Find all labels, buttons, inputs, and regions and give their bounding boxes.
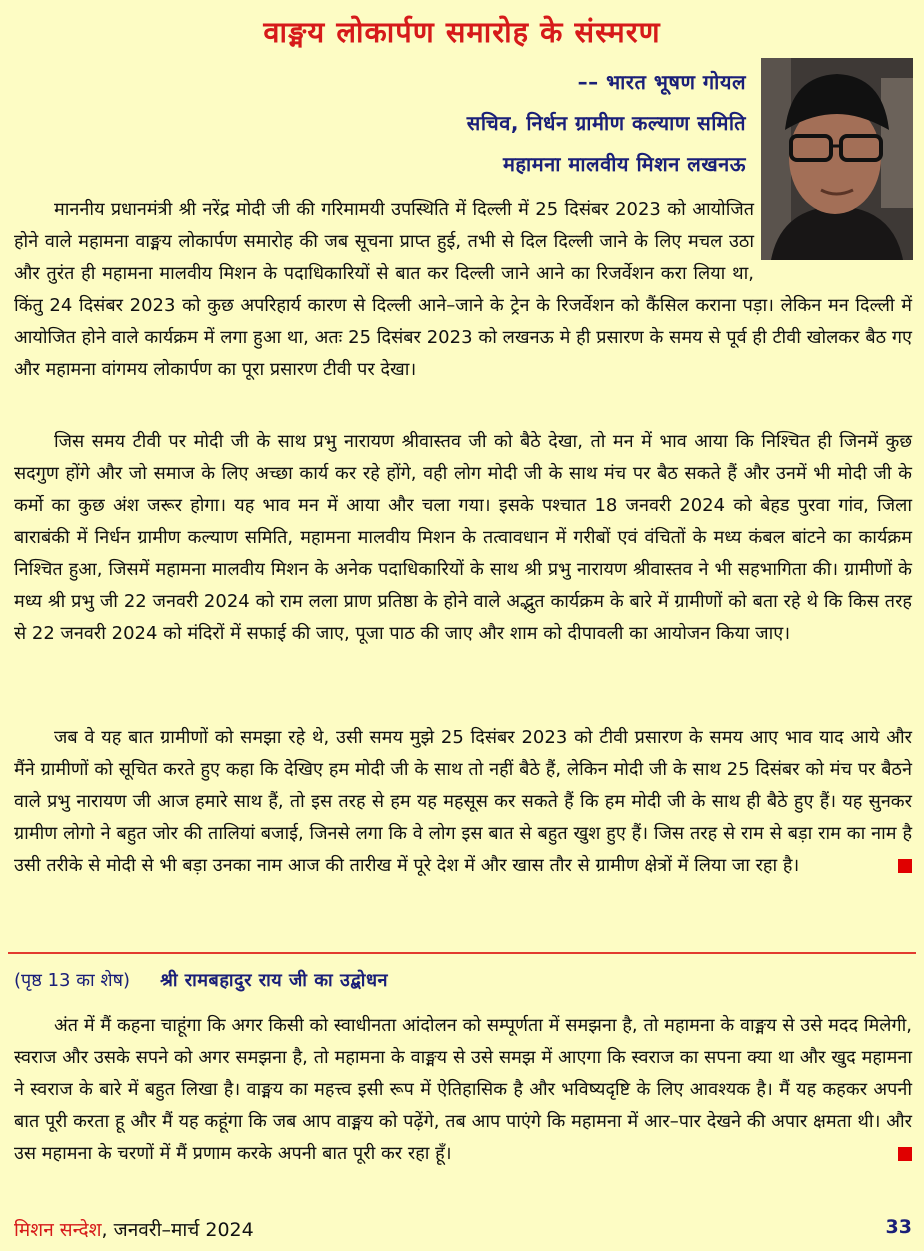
continuation-ref: (पृष्ठ 13 का शेष) bbox=[14, 970, 131, 991]
paragraph-speech-text: अंत में मैं कहना चाहूंगा कि अगर किसी को स्वाधीनता आंदोलन को सम्पूर्णता में समझना है, तो महामना के वाङ्मय से उसे मदद मिलेगी, स्वराज और उसके सपने को अगर समझना है, तो महामना के वाङ्मय से उसे समझ में आएगा कि स्वराज का सपना क्या था और खुद महामना ने स्वराज के बारे में बहुत लिखा है। वाङ्मय का महत्त्व इसी रूप में ऐतिहासिक है और भविष्यदृष्टि के लिए आवश्यक है। मैं यह कहकर अपनी बात पूरी करता हू और मैं यह कहूंगा कि जब आप वाङ्मय को पढ़ेंगे, तब आप पाएंगे कि महामना में आर–पार देखने की अपार क्षमता थी। और उस महामना के चरणों में मैं प्रणाम करके अपनी बात पूरी कर रहा हूँ। bbox=[14, 1015, 912, 1164]
paragraph-2-text: जिस समय टीवी पर मोदी जी के साथ प्रभु नारायण श्रीवास्तव जी को बैठे देखा, तो मन में भाव आया कि निश्चित ही जिनमें कुछ सदगुण होंगे और जो समाज के लिए अच्छा कार्य कर रहे होंगे, वही लोग मोदी जी के साथ मंच पर बैठ सकते हैं और उनमें भी मोदी जी के कर्मो का कुछ अंश जरूर होगा। यह भाव मन में आया और चला गया। इसके पश्चात 18 जनवरी 2024 को बेहड पुरवा गांव, जिला बाराबंकी में निर्धन ग्रामीण कल्याण समिति, महामना मालवीय मिशन के तत्वावधान में गरीबों एवं वंचितों के मध्य कंबल बांटने का कार्यक्रम निश्चित हुआ, जिसमें महामना मालवीय मिशन के अनेक पदाधिकारियों के साथ श्री प्रभु नारायण श्रीवास्तव ने भी सहभागिता की। ग्रामीणों के मध्य श्री प्रभु जी 22 जनवरी 2024 को राम लला प्राण प्रतिष्ठा के होने वाले अद्भुत कार्यक्रम के बारे में ग्रामीणों को बता रहे थे कि किस तरह से 22 जनवरी 2024 को मंदिरों में सफाई की जाए, पूजा पाठ की जाए और शाम को दीपावली का आयोजन किया जाए। bbox=[14, 431, 912, 644]
magazine-name: मिशन सन्देश bbox=[14, 1219, 102, 1241]
end-mark-icon bbox=[898, 859, 912, 873]
author-org: महामना मालवीय मिशन लखनऊ bbox=[502, 152, 746, 176]
paragraph-1 bbox=[14, 194, 912, 386]
footer-issue bbox=[14, 1216, 254, 1242]
end-mark-icon bbox=[898, 1147, 912, 1161]
paragraph-3 bbox=[14, 722, 912, 882]
paragraph-3-text: जब वे यह बात ग्रामीणों को समझा रहे थे, उसी समय मुझे 25 दिसंबर 2023 को टीवी प्रसारण के समय आए भाव याद आये और मैंने ग्रामीणों को सूचित करते हुए कहा कि देखिए हम मोदी जी के साथ तो नहीं बैठे हैं, लेकिन मोदी जी के साथ 25 दिसंबर को मंच पर बैठने वाले प्रभु नारायण जी आज हमारे साथ हैं, तो इस तरह से हम यह महसूस कर सकते हैं कि हम मोदी जी के साथ ही बैठे हुए हैं। यह सुनकर ग्रामीण लोगो ने बहुत जोर की तालियां बजाई, जिनसे लगा कि वे लोग इस बात से बहुत खुश हुए हैं। जिस तरह से राम से बड़ा राम का नाम है उसी तरीके से मोदी से भी बड़ा उनका नाम आज की तारीख में पूरे देश में और खास तौर से ग्रामीण क्षेत्रों में लिया जा रहा है। bbox=[14, 727, 912, 876]
author-post: सचिव, निर्धन ग्रामीण कल्याण समिति bbox=[466, 111, 746, 135]
section-divider bbox=[8, 952, 916, 954]
page-number: 33 bbox=[885, 1216, 912, 1238]
article-title: वाङ्मय लोकार्पण समारोह के संस्मरण bbox=[263, 15, 661, 49]
speech-title: श्री रामबहादुर राय जी का उद्बोधन bbox=[160, 970, 389, 991]
paragraph-2 bbox=[14, 426, 912, 650]
paragraph-1-text: माननीय प्रधानमंत्री श्री नरेंद्र मोदी जी की गरिमामयी उपस्थिति में दिल्ली में 25 दिसंबर 2023 को आयोजित होने वाले महामना वाङ्मय लोकार्पण समारोह की जब सूचना प्राप्त हुई, तभी से दिल दिल्ली जाने के लिए मचल उठा और तुरंत ही महामना मालवीय मिशन के पदाधिकारियों से बात कर दिल्ली जाने आने का रिजर्वेशन करा लिया था, किंतु 24 दिसंबर 2023 को कुछ अपरिहार्य कारण से दिल्ली आने–जाने के ट्रेन के रिजर्वेशन को कैंसिल कराना पड़ा। लेकिन मन दिल्ली में आयोजित होने वाले कार्यक्रम में लगा हुआ था, अतः 25 दिसंबर 2023 को लखनऊ मे ही प्रसारण के समय से पूर्व ही टीवी खोलकर बैठ गए और महामना वांगमय लोकार्पण का पूरा प्रसारण टीवी पर देखा। bbox=[14, 199, 912, 380]
section-heading bbox=[14, 968, 388, 992]
issue-date: , जनवरी–मार्च 2024 bbox=[101, 1219, 254, 1241]
author-block bbox=[467, 62, 746, 185]
paragraph-speech bbox=[14, 1010, 912, 1170]
author-name: –– भारत भूषण गोयल bbox=[577, 70, 746, 94]
